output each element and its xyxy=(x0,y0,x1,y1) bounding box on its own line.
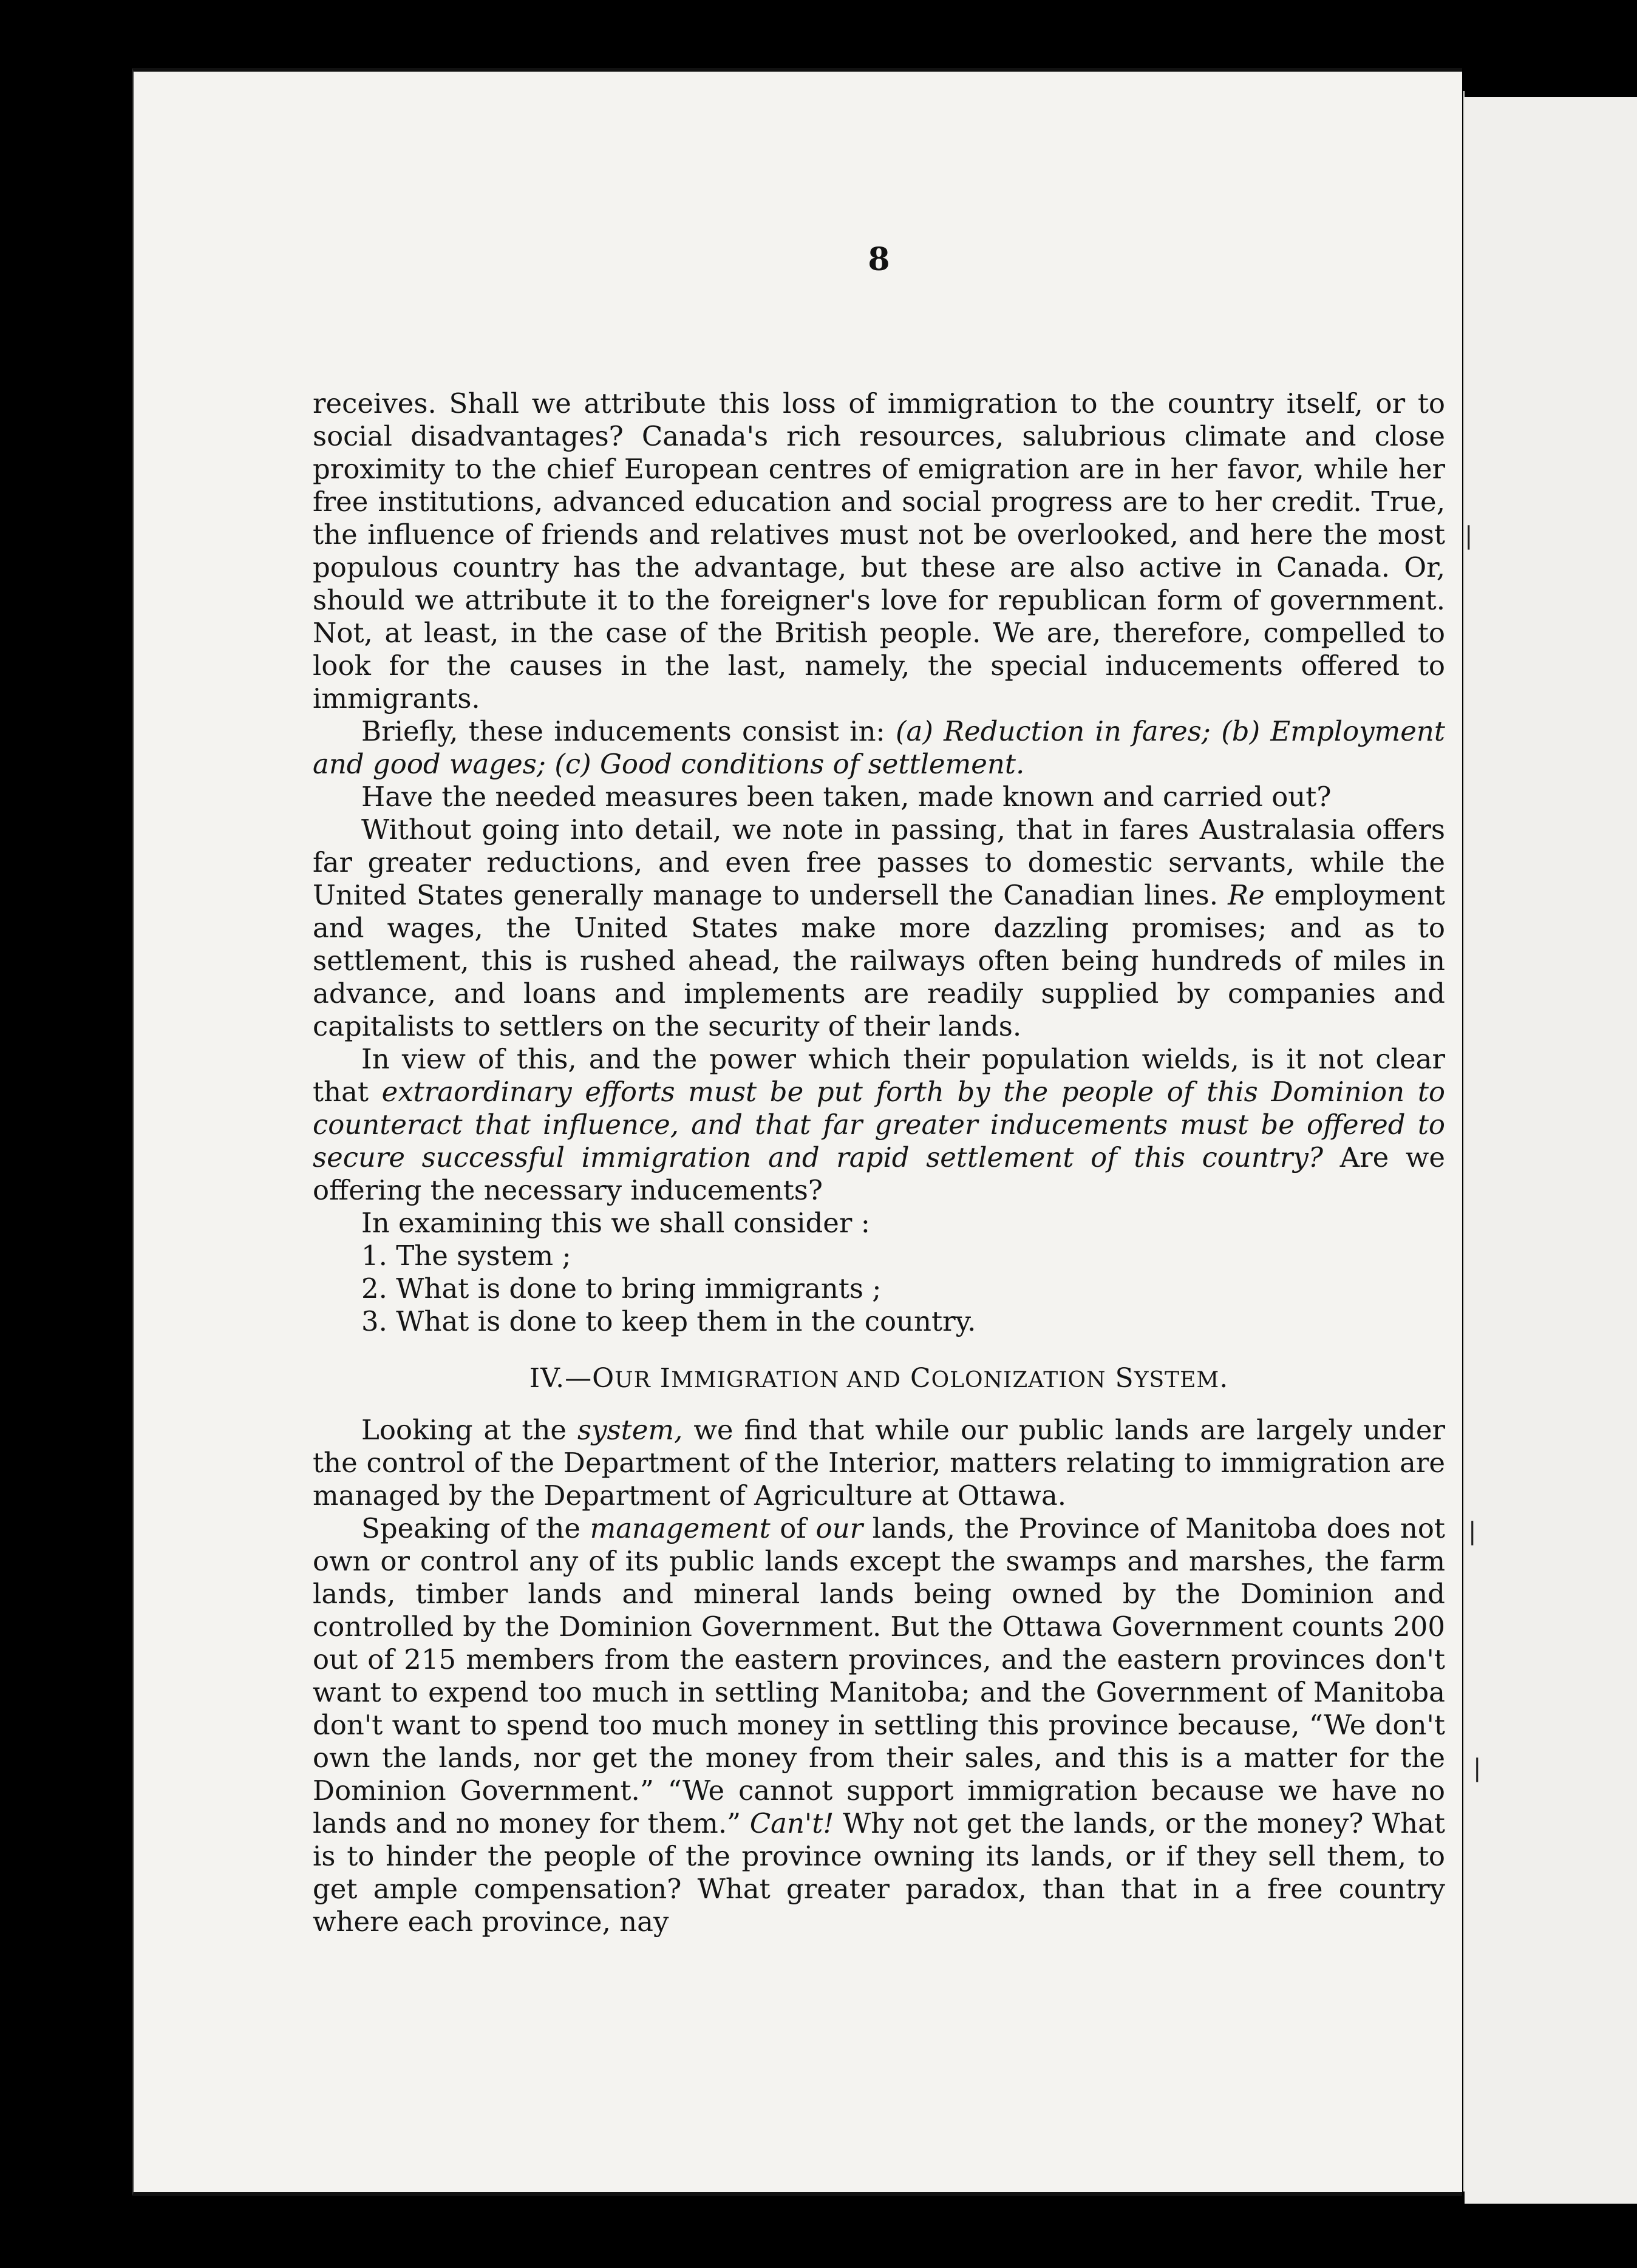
page-body xyxy=(313,387,1445,1938)
heading-small-caps: UR xyxy=(614,1368,651,1393)
paragraph-5 xyxy=(313,1043,1445,1207)
paragraph-2-lead: Briefly, these inducements consist in: xyxy=(361,715,885,747)
heading-prefix: IV.— xyxy=(529,1363,593,1394)
paragraph-3: Have the needed measures been taken, made known and carried out? xyxy=(361,781,1332,813)
paragraph-4 xyxy=(313,813,1445,1043)
list-item: 1. The system ; xyxy=(361,1240,571,1272)
heading-small-caps: YSTEM xyxy=(1134,1368,1220,1393)
paragraph-5-emphasis: extraordinary efforts must be put forth by the people of this Dominion to counteract that influence, and that far greater inducements must be offered to secure successful immigration and rapid settlement of this country? xyxy=(313,1076,1445,1173)
paragraph-8-part-d: Why not get the lands, or the money? What is to hinder the people of the province owning its lands, or if they sell them, to get ample compensation? What greater paradox, than that in a free country where each province, nay xyxy=(313,1807,1445,1938)
paragraph-7-part-a: Looking at the xyxy=(361,1414,567,1446)
paragraph-4-part-a: Without going into detail, we note in passing, that in fares Australasia offers far greater reductions, and even free passes to domestic servants, while the United States generally manage to undersell the Canadian lines. xyxy=(313,813,1445,911)
list-item: 2. What is done to bring immigrants ; xyxy=(361,1272,882,1305)
paragraph-5-part-b: Are we offering the necessary inducements? xyxy=(313,1141,1446,1206)
paragraph-2 xyxy=(313,715,1445,781)
page-number: 8 xyxy=(868,241,890,278)
heading-period: . xyxy=(1219,1363,1229,1394)
paragraph-8-our: our xyxy=(815,1512,863,1544)
paragraph-8-management: management xyxy=(590,1512,771,1544)
paragraph-8-part-a: Speaking of the xyxy=(361,1512,581,1544)
paragraph-4-part-b: employment and wages, the United States make more dazzling promises; and as to settlement, this is rushed ahead, the railways often being hundreds of miles in advance, and loans and implements are readily supplied by companies and capitalists to settlers on the security of their lands. xyxy=(313,879,1446,1042)
paragraph-8-part-b: of xyxy=(780,1512,806,1544)
paragraph-5-part-a: In view of this, and the power which their population wields, is it not clear that xyxy=(313,1043,1445,1108)
paragraph-2-inducements: (a) Reduction in fares; (b) Employment and good wages; (c) Good conditions of settlement. xyxy=(313,715,1445,780)
heading-letter: I xyxy=(650,1363,672,1394)
bleed-mark: | xyxy=(1465,522,1473,550)
paragraph-8 xyxy=(313,1512,1445,1938)
list-item: 3. What is done to keep them in the country. xyxy=(361,1305,976,1337)
paragraph-8-part-c: lands, the Province of Manitoba does not own or control any of its public lands except the swamps and marshes, the farm lands, timber lands and mineral lands being owned by the Dominion and controlled by the Dominion Government. But the Ottawa Government counts 200 out of 215 members from the eastern provinces, and the eastern provinces don't want to expend too much in settling Manitoba; and the Government of Manitoba don't want to spend too much money in settling this province because, “We don't own the lands, nor get the money from their sales, and this is a matter for the Dominion Government.” “We cannot support immigration because we have no lands and no money for them.” xyxy=(313,1512,1445,1839)
section-heading xyxy=(313,1362,1445,1397)
paragraph-4-re: Re xyxy=(1228,879,1265,911)
facing-page-edge xyxy=(1465,97,1637,2204)
paragraph-8-cant: Can't! xyxy=(749,1807,834,1839)
bleed-mark: | xyxy=(1473,1754,1482,1782)
paragraph-1: receives. Shall we attribute this loss of immigration to the country itself, or to social disadvantages? Canada's rich resources, salubrious climate and close proximity to the chief European centres of emigration are in her favor, while her free institutions, advanced education and social progress are to her credit. True, the influence of friends and relatives must not be overlooked, and here the most populous country has the advantage, but these are also active in Canada. Or, should we attribute it to the foreigner's love for republican form of government. Not, at least, in the case of the British people. We are, therefore, compelled to look for the causes in the last, namely, the special inducements offered to immigrants. xyxy=(313,387,1445,715)
paragraph-6: In examining this we shall consider : xyxy=(361,1207,870,1239)
paragraph-7-part-b: we find that while our public lands are largely under the control of the Department of the Interior, matters relating to immigration are managed by the Department of Agriculture at Ottawa. xyxy=(313,1414,1445,1512)
heading-small-caps: OLONIZATION xyxy=(931,1368,1106,1393)
paragraph-7-system: system, xyxy=(577,1414,683,1446)
heading-letter: S xyxy=(1106,1363,1134,1394)
consideration-list xyxy=(313,1240,1445,1338)
heading-letter: C xyxy=(900,1363,931,1394)
paragraph-7 xyxy=(313,1414,1445,1512)
book-page xyxy=(132,68,1462,2196)
heading-letter: O xyxy=(592,1363,615,1394)
heading-small-caps: MMIGRATION AND xyxy=(671,1368,901,1393)
bleed-mark: | xyxy=(1468,1518,1477,1546)
